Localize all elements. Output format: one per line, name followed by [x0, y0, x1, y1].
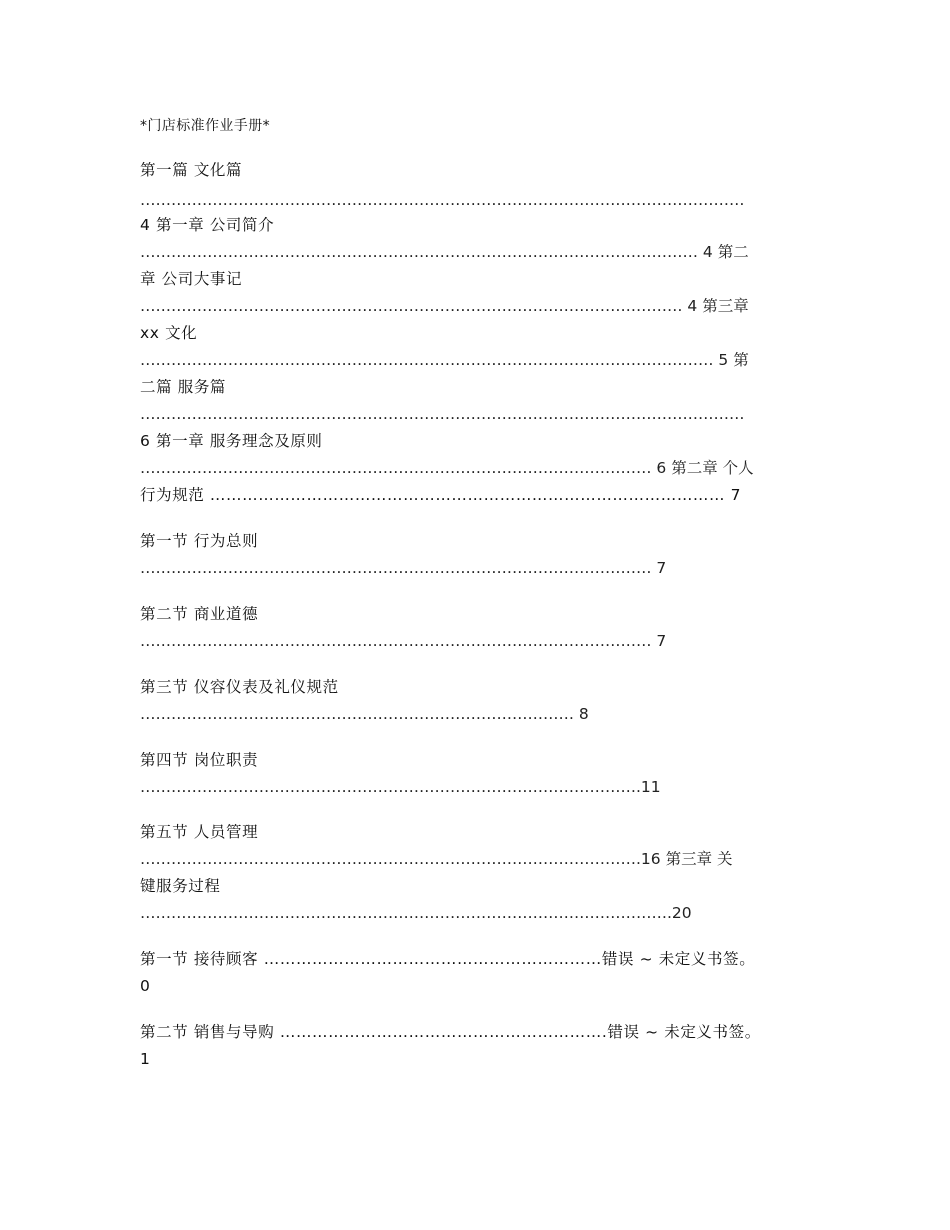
toc-line: …………………………………………………………………………………….16 第三章 关 — [140, 850, 733, 868]
toc-line: xx 文化 — [140, 324, 198, 342]
toc-line: 第三节 仪容仪表及礼仪规范 — [140, 678, 339, 696]
toc-line: …………………………………………………………………………………….11 — [140, 778, 661, 796]
toc-line: ……………………………………………………………………………………… 7 — [140, 632, 667, 650]
toc-line: ………………………………………………………………………… 8 — [140, 705, 589, 723]
toc-line: 第二节 商业道德 — [140, 605, 259, 623]
toc-line: ……………………………………………………………………………………………………… — [140, 191, 745, 209]
toc-line: 二篇 服务篇 — [140, 378, 227, 396]
toc-line: 第四节 岗位职责 — [140, 751, 259, 769]
toc-line: 行为规范 …………………………………………………………………………………… 7 — [140, 486, 742, 504]
toc-line: 4 第一章 公司简介 — [140, 216, 275, 234]
toc-line: ………………………………………………………………………………………….20 — [140, 904, 692, 922]
toc-line: 1 — [140, 1050, 151, 1068]
toc-line: 0 — [140, 977, 151, 995]
toc-line: 6 第一章 服务理念及原则 — [140, 432, 323, 450]
toc-line: 章 公司大事记 — [140, 270, 243, 288]
toc-line: ……………………………………………………………………………………………………… — [140, 405, 745, 423]
toc-line: 键服务过程 — [140, 877, 221, 895]
toc-line: ……………………………………………………………………………………………… 4 第二 — [140, 243, 749, 261]
toc-line: 第二节 销售与导购 …………………………………………………….错误 ~ 未定义书签。 — [140, 1023, 761, 1041]
toc-line: 第一篇 文化篇 — [140, 161, 243, 179]
toc-line: 第一节 接待顾客 ………………………………………………………错误 ~ 未定义书签。 — [140, 950, 756, 968]
toc-line: 第一节 行为总则 — [140, 532, 259, 550]
toc-line: …………………………………………………………………………………………… 4 第三章 — [140, 297, 749, 315]
toc-line: ……………………………………………………………………………………… 6 第二章 个人 — [140, 459, 754, 477]
toc-line: ……………………………………………………………………………………… 7 — [140, 559, 667, 577]
toc-line: ………………………………………………………………………………………………… 5 第 — [140, 351, 749, 369]
document-title: *门店标准作业手册* — [140, 118, 270, 134]
toc-line: 第五节 人员管理 — [140, 823, 259, 841]
